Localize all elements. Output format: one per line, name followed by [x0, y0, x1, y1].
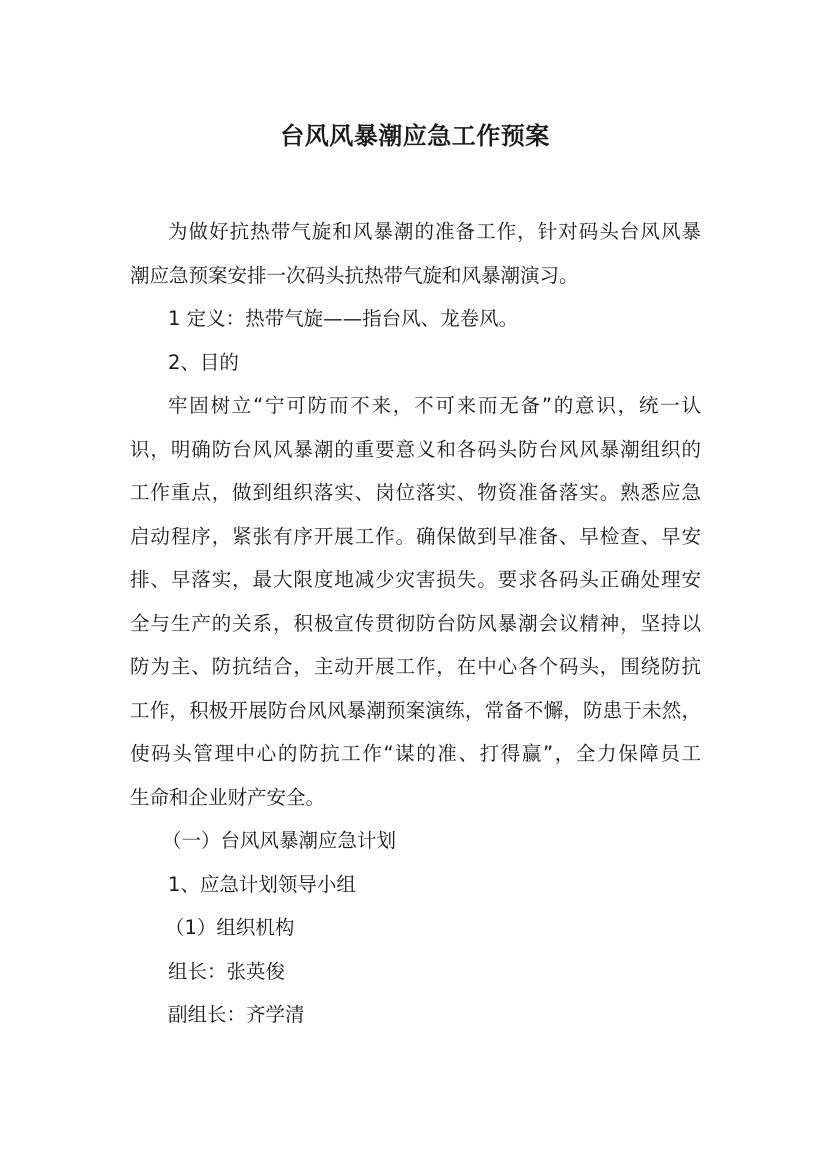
section-heading: （一）台风风暴潮应急计划: [162, 829, 397, 852]
document-title: 台风风暴潮应急工作预案: [280, 122, 550, 150]
item-heading: （1）组织机构: [165, 916, 295, 939]
purpose-line: 排、早落实，最大限度地减少灾害损失。要求各码头正确处理安: [130, 568, 701, 591]
purpose-line: 防为主、防抗结合，主动开展工作，在中心各个码头，围绕防抗: [130, 655, 701, 678]
purpose-heading: 2、目的: [168, 350, 239, 374]
purpose-line: 生命和企业财产安全。: [130, 785, 326, 809]
purpose-line: 牢固树立“宁可防而不来，不可来而无备”的意识，统一认: [168, 394, 701, 417]
purpose-line: 使码头管理中心的防抗工作“谋的准、打得赢”，全力保障员工: [130, 742, 701, 765]
subsection-heading: 1、应急计划领导小组: [168, 872, 356, 896]
intro-line: 潮应急预案安排一次码头抗热带气旋和风暴潮演习。: [130, 263, 579, 287]
purpose-line: 全与生产的关系，积极宣传贯彻防台防风暴潮会议精神，坚持以: [130, 611, 701, 635]
document-body: [130, 210, 701, 1037]
intro-line: 为做好抗热带气旋和风暴潮的准备工作，针对码头台风风暴: [168, 220, 701, 243]
definition: 1 定义：热带气旋——指台风、龙卷风。: [168, 307, 519, 330]
purpose-line: 工作，积极开展防台风风暴潮预案演练，常备不懈，防患于未然，: [130, 698, 701, 722]
leader-line: 组长：张英俊: [168, 959, 286, 983]
purpose-line: 工作重点，做到组织落实、岗位落实、物资准备落实。熟悉应急: [130, 481, 701, 504]
deputy-leader-line: 副组长：齐学清: [168, 1003, 305, 1026]
purpose-line: 识，明确防台风风暴潮的重要意义和各码头防台风风暴潮组织的: [130, 437, 701, 461]
purpose-line: 启动程序，紧张有序开展工作。确保做到早准备、早检查、早安: [130, 524, 701, 548]
